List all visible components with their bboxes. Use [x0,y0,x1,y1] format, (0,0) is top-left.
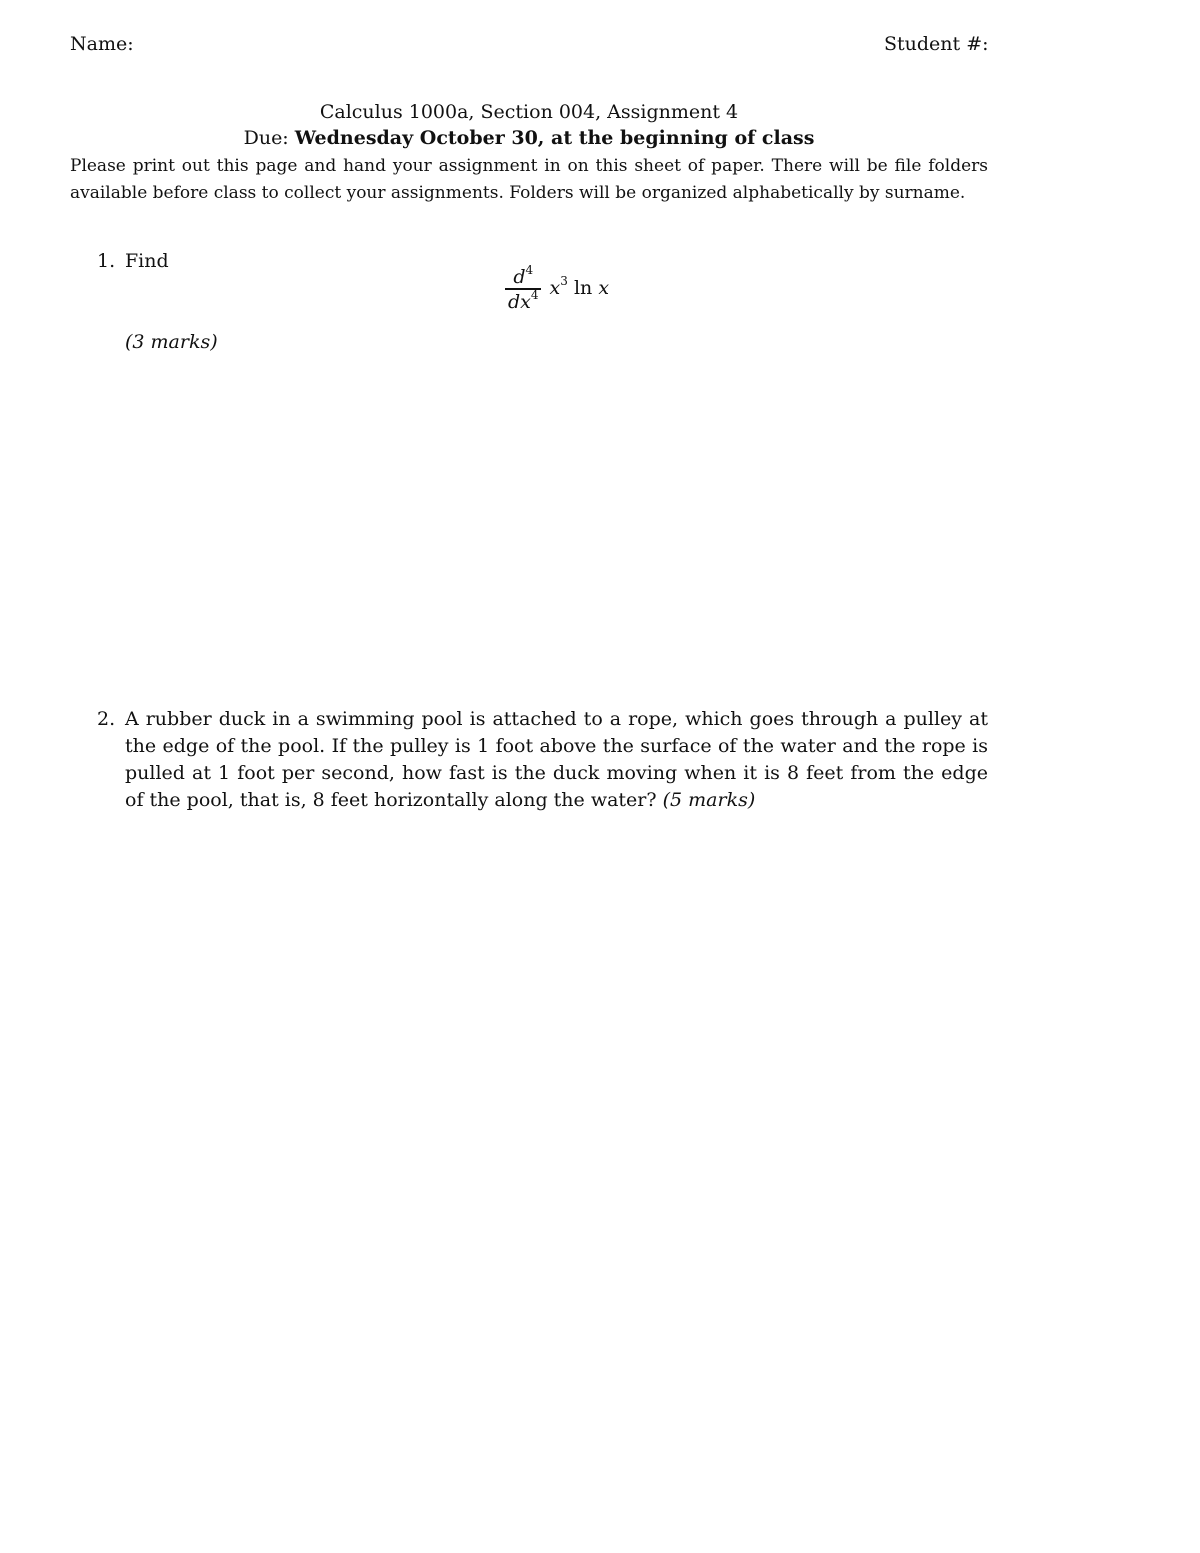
function-expression: $x^3$ ln x [549,273,610,299]
fraction-denominator: $dx^4$ [508,287,539,313]
due-date: Wednesday October 30, at the beginning of class [294,127,815,149]
name-label: Name: [70,33,134,55]
question-2-text: A rubber duck in a swimming pool is attached to a rope, which goes through a pulley at the edge of the pool. If the pulley is 1 foot above the surface of the water and the rope is pulled at 1 foot per second, how fast is the duck moving when it is 8 feet from the edge of the pool, that is, 8 feet horizontally along the water? [125,708,988,811]
derivative-formula [505,263,610,314]
due-line [0,127,1058,149]
question-2-number: 2. [97,708,116,730]
instructions-paragraph: Please print out this page and hand your assignment in on this sheet of paper. There will be file folders available before class to collect your assignments. Folders will be organized alphabetically by surname. [70,156,988,203]
student-number-label: Student #: [884,33,989,55]
fraction-numerator: $d^4$ [513,263,534,288]
question-2-marks: (5 marks) [662,789,756,811]
derivative-fraction [505,263,542,314]
question-1-marks: (3 marks) [125,331,218,353]
assignment-title: Calculus 1000a, Section 004, Assignment 4 [319,101,739,123]
question-2-body [125,706,988,814]
question-1-number: 1. [97,250,116,272]
question-1-text: Find [125,250,169,272]
due-label: Due: [243,127,289,149]
